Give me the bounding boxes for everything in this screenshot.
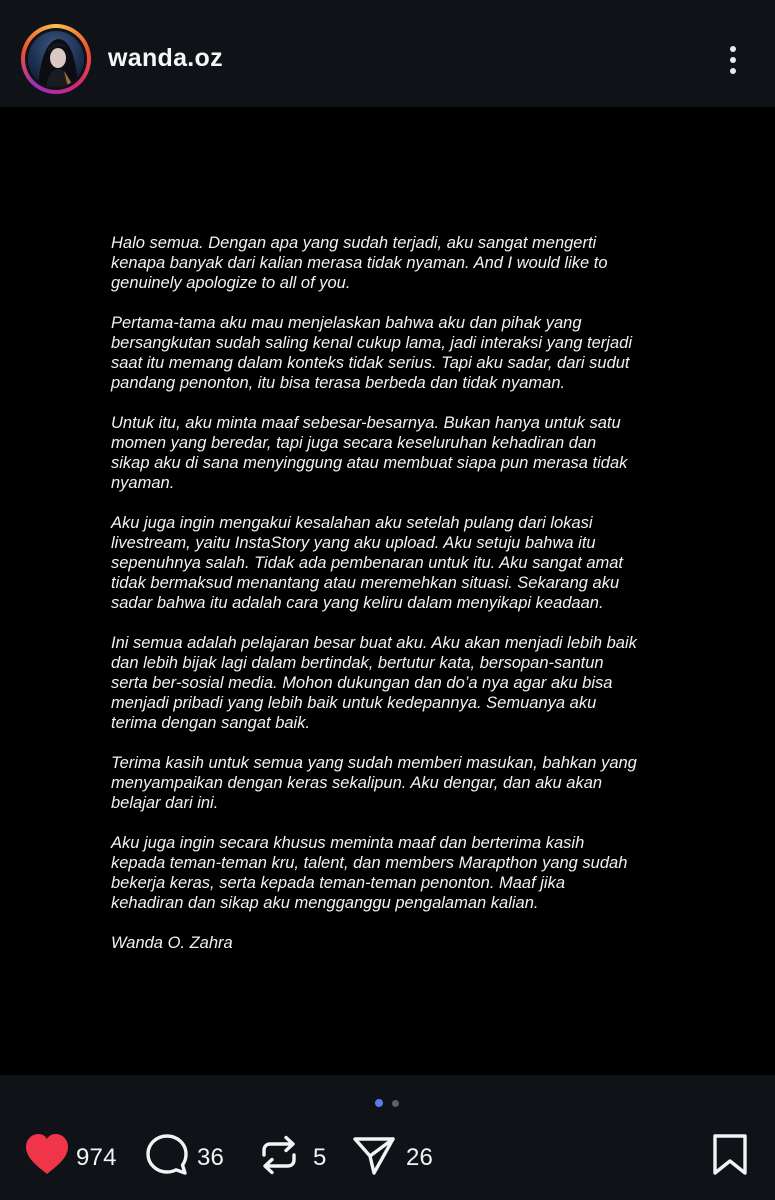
comment-icon [145,1133,189,1177]
more-vertical-icon [730,46,736,52]
post-image[interactable] [0,107,775,1075]
reply-button[interactable] [145,1133,235,1177]
apology-letter [111,233,681,953]
letter-paragraph: Aku juga ingin mengakui kesalahan aku setelah pulang dari lokasi livestream, yaitu InstaStory yang aku upload. Aku setuju bahwa itu sepenuhnya salah. Tidak ada pembenaran untuk itu. Aku sangat amat tidak bermaksud menantang atau meremehkan situasi. Sekarang aku sadar bahwa itu adalah cara yang keliru dalam menyikapi keadaan. [111,514,623,612]
more-vertical-icon-dot [730,68,736,74]
avatar-image [28,31,84,87]
heart-icon [24,1133,70,1177]
carousel-dot[interactable] [392,1100,399,1107]
username[interactable]: wanda.oz [108,44,223,72]
letter-paragraph: Halo semua. Dengan apa yang sudah terjadi, aku sangat mengerti kenapa banyak dari kalian merasa tidak nyaman. And I would like to genuinely apologize to all of you. [111,234,608,292]
avatar[interactable] [21,24,91,94]
more-options-button[interactable] [716,40,750,80]
bookmark-button[interactable] [711,1133,749,1177]
like-count: 974 [76,1144,117,1171]
repost-count: 5 [313,1144,327,1171]
share-button[interactable] [352,1133,442,1177]
send-icon [352,1133,396,1177]
letter-paragraph: Terima kasih untuk semua yang sudah memberi masukan, bahkan yang menyampaikan dengan keras sekalipun. Aku dengar, dan aku akan belajar dari ini. [111,754,637,812]
post-header [0,0,775,107]
repost-button[interactable] [258,1133,338,1177]
like-button[interactable] [24,1133,134,1177]
letter-paragraph: Aku juga ingin secara khusus meminta maaf dan berterima kasih kepada teman-teman kru, talent, dan members Marapthon yang sudah bekerja keras, serta kepada teman-teman penonton. Maaf jika kehadiran dan sikap aku mengganggu pengalaman kalian. [111,834,628,912]
reply-count: 36 [197,1144,225,1171]
more-vertical-icon-dot [730,57,736,63]
bookmark-icon [711,1133,749,1177]
letter-paragraph: Pertama-tama aku mau menjelaskan bahwa aku dan pihak yang bersangkutan sudah saling kenal cukup lama, jadi interaksi yang terjadi saat itu memang dalam konteks tidak serius. Tapi aku sadar, dari sudut pandang penonton, itu bisa terasa berbeda dan tidak nyaman. [111,314,632,392]
post-actions-bar [0,1075,775,1200]
letter-paragraph: Ini semua adalah pelajaran besar buat aku. Aku akan menjadi lebih baik dan lebih bijak lagi dalam bertindak, bertutur kata, bersopan-santun serta ber-sosial media. Mohon dukungan dan do’a nya agar aku bisa menjadi pribadi yang lebih baik untuk kedepannya. Semuanya aku terima dengan sangat baik. [111,634,637,732]
carousel-dot-active[interactable] [375,1099,383,1107]
share-count: 26 [406,1144,434,1171]
letter-paragraph: Untuk itu, aku minta maaf sebesar-besarnya. Bukan hanya untuk satu momen yang beredar, tapi juga secara keseluruhan kehadiran dan sikap aku di sana menyinggung atau membuat siapa pun merasa tidak nyaman. [111,414,628,492]
repost-icon [258,1133,300,1177]
letter-signature: Wanda O. Zahra [111,934,233,952]
